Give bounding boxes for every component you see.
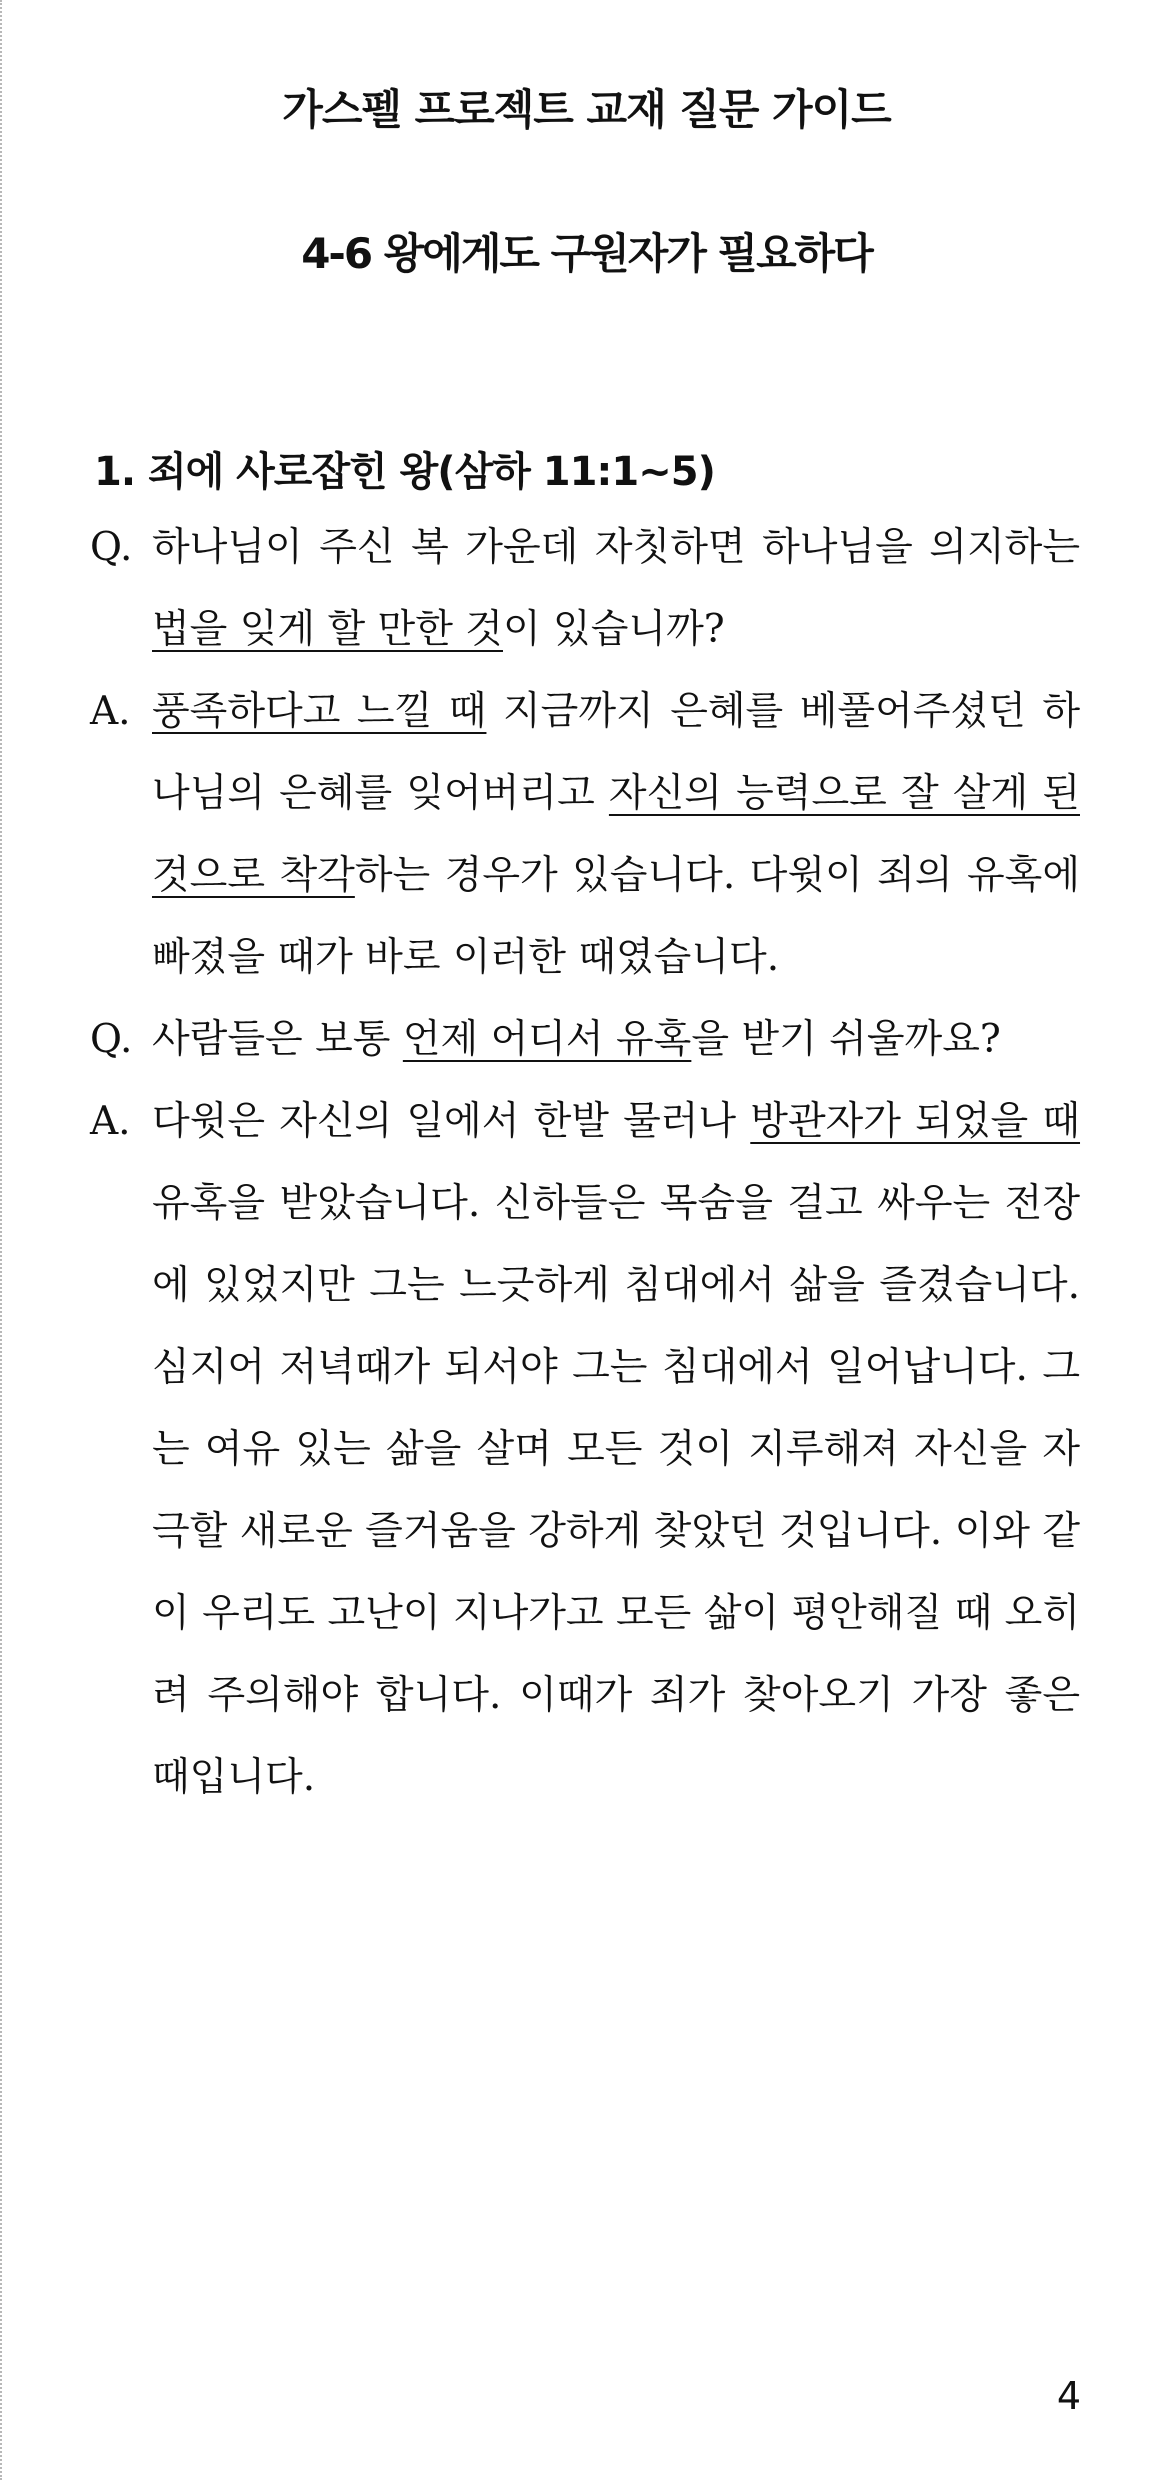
text-segment: 하나님이 주신 복 가운데 자칫하면 하나님을 의지하는 [152, 525, 1080, 570]
question-text [152, 999, 1080, 1081]
text-segment: 유혹을 받았습니다. 신하들은 목숨을 걸고 싸우는 전장에 있었지만 그는 느긋하게 침대에서 삶을 즐겼습니다. 심지어 저녁때가 되서야 그는 침대에서 일어납니다. 그는 여유 있는 삶을 살며 모든 것이 지루해져 자신을 자극할 새로운 즐거움을 강하게 찾았던 것입니다. 이와 같이 우리도 고난이 지나가고 모든 삶이 평안해질 때 오히려 주의해야 합니다. 이때가 죄가 찾아오기 가장 좋은 때입니다. [152, 1181, 1081, 1800]
underlined-phrase: 풍족하다고 느낄 때 [152, 689, 487, 734]
underlined-phrase: 자신의 능력으로 잘 살게 된 것으로 착각 [152, 771, 1080, 898]
text-segment: 사람들은 보통 [152, 1017, 403, 1062]
answer-marker: A. [90, 689, 131, 734]
lesson-title: 4-6 왕에게도 구원자가 필요하다 [301, 229, 872, 278]
document-title: 가스펠 프로젝트 교재 질문 가이드 [282, 85, 891, 134]
answer-2 [90, 1081, 1080, 1819]
text-segment: 지금까지 은혜를 베풀어주셨던 하나님의 은혜를 잊어버리고 [152, 689, 1080, 816]
answer-text [152, 671, 1080, 999]
question-2 [90, 999, 1080, 1081]
answer-marker: A. [90, 1099, 131, 1144]
question-marker: Q. [90, 1017, 133, 1062]
answer-1 [90, 671, 1080, 999]
underlined-phrase: 법을 잊게 할 만한 것 [152, 607, 503, 652]
text-segment: 이 있습니까? [502, 607, 725, 652]
underlined-phrase: 언제 어디서 유혹 [402, 1017, 692, 1062]
question-text [152, 507, 1080, 671]
text-segment: 다윗은 자신의 일에서 한발 물러나 [152, 1099, 751, 1144]
question-marker: Q. [90, 525, 133, 570]
answer-text [152, 1081, 1080, 1819]
text-segment: 을 받기 쉬울까요? [691, 1017, 1001, 1062]
page-number: 4 [1056, 2374, 1081, 2418]
question-1 [90, 507, 1080, 671]
underlined-phrase: 방관자가 되었을 때 [750, 1099, 1081, 1144]
section-heading: 1. 죄에 사로잡힌 왕(삼하 11:1~5) [94, 449, 715, 495]
text-segment: 하는 경우가 있습니다. 다윗이 죄의 유혹에 빠졌을 때가 바로 이러한 때였습니다. [152, 853, 1080, 980]
